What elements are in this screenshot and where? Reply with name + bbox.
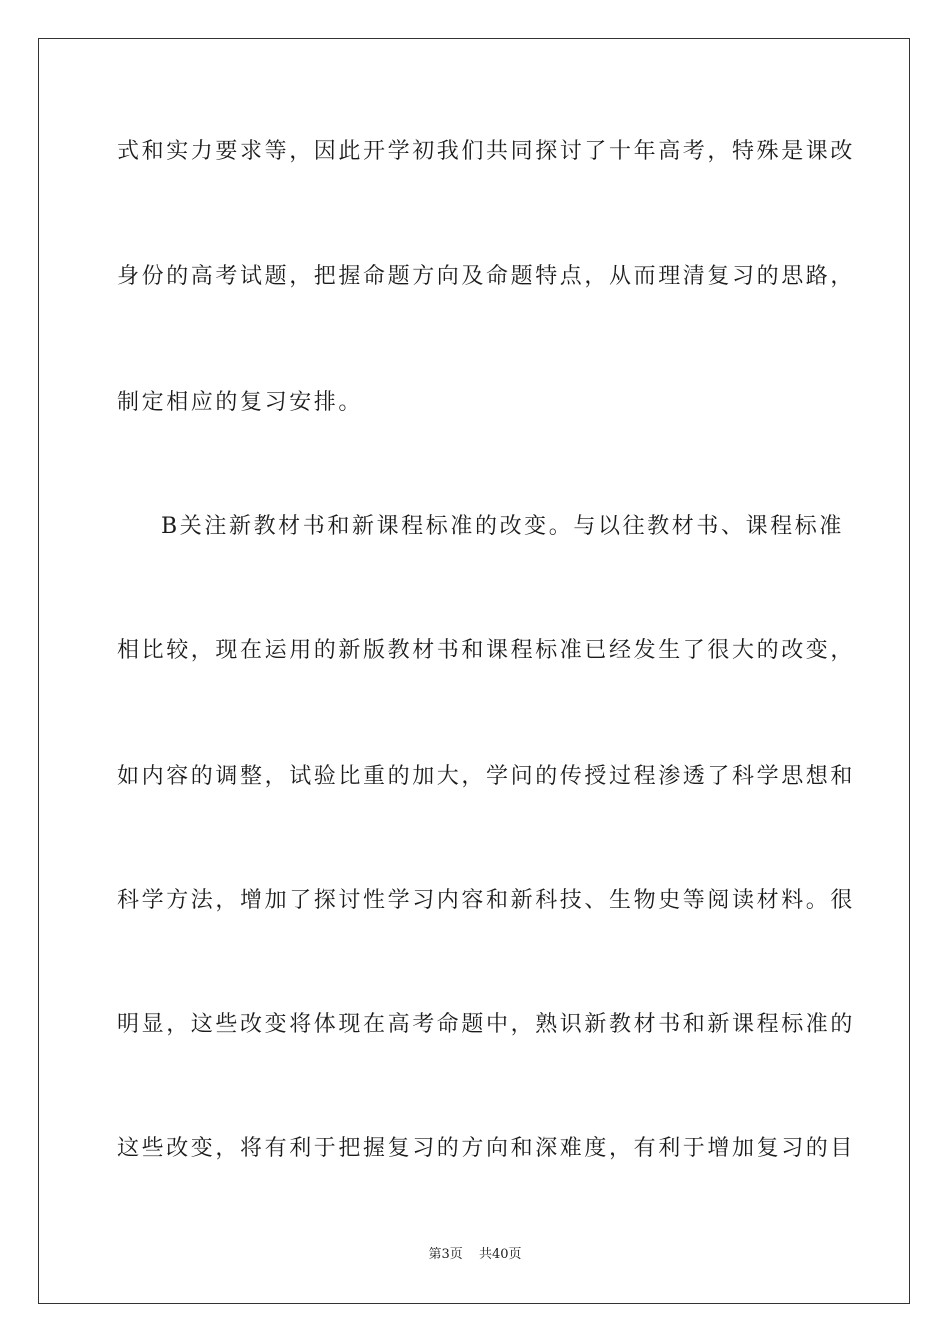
text-line: 明显，这些改变将体现在高考命题中，熟识新教材书和新课程标准的 [117,1012,856,1037]
text-line: 如内容的调整，试验比重的加大，学问的传授过程渗透了科学思想和 [117,764,856,789]
text-line: 制定相应的复习安排。 [117,390,364,415]
text-line: 身份的高考试题，把握命题方向及命题特点，从而理清复习的思路， [117,264,856,289]
text-line-indented: B关注新教材书和新课程标准的改变。与以往教材书、课程标准 [161,514,844,539]
total-pages: 共40页 [478,1247,522,1262]
text-line: 这些改变，将有利于把握复习的方向和深难度，有利于增加复习的目 [117,1136,856,1161]
page-border [38,38,910,1304]
text-line: 科学方法，增加了探讨性学习内容和新科技、生物史等阅读材料。很 [117,888,856,913]
text-line: 相比较，现在运用的新版教材书和课程标准已经发生了很大的改变， [117,638,856,663]
page-number: 第3页 [428,1247,463,1262]
page-footer [0,1246,950,1264]
text-line: 式和实力要求等，因此开学初我们共同探讨了十年高考，特殊是课改 [117,139,856,164]
